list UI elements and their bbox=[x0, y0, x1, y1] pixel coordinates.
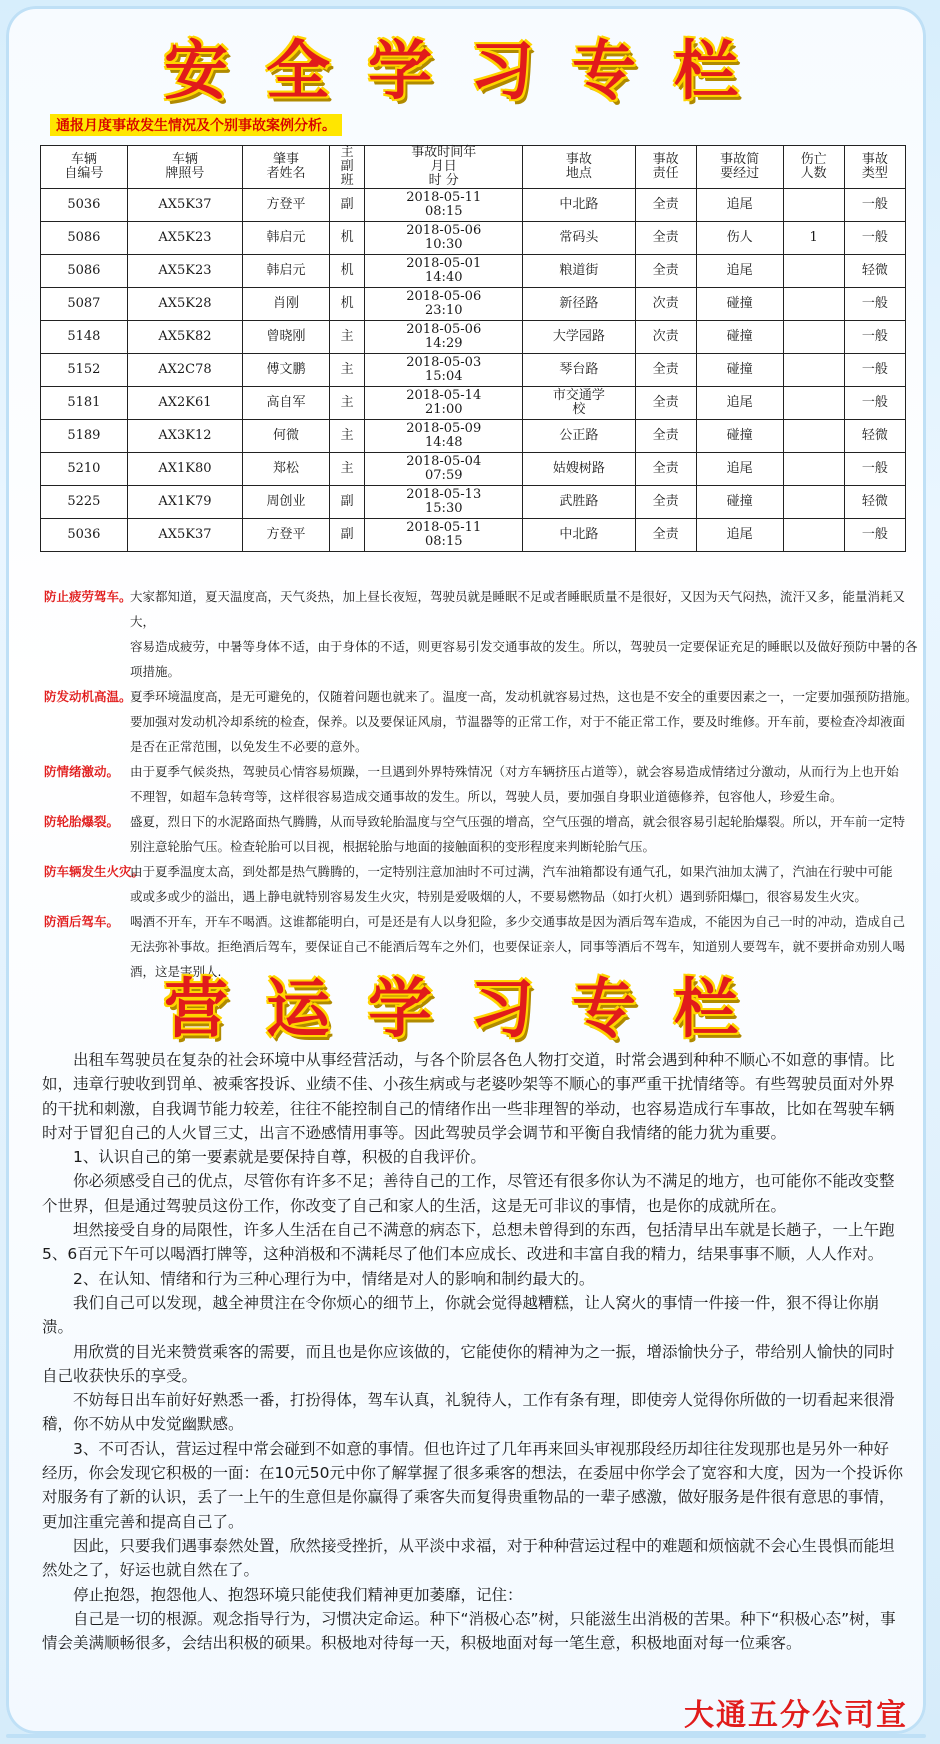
table-cell: 次责 bbox=[635, 321, 696, 354]
table-cell: 轻微 bbox=[844, 486, 905, 519]
table-row bbox=[41, 519, 906, 552]
safety-tip-text: 无法弥补事故。拒绝酒后驾车，要保证自己不能酒后驾车之外们，也要保证亲人，同事等酒后不驾车，知道别人要驾车，就不要拼命劝别人喝 bbox=[130, 939, 906, 954]
article-paragraph: 1、认识自己的第一要素就是要保持自尊，积极的自我评价。 bbox=[73, 1148, 486, 1167]
table-cell: AX1K79 bbox=[127, 486, 242, 519]
table-row bbox=[41, 222, 906, 255]
table-header-cell: 车辆 牌照号 bbox=[127, 146, 242, 189]
table-header-cell: 主 副 班 bbox=[329, 146, 365, 189]
table-cell bbox=[783, 453, 844, 486]
table-cell: 2018-05-11 08:15 bbox=[365, 519, 523, 552]
table-cell: 5225 bbox=[41, 486, 128, 519]
table-cell: AX5K82 bbox=[127, 321, 242, 354]
table-cell: 姑嫂树路 bbox=[523, 453, 635, 486]
table-header-cell: 肇事 者姓名 bbox=[243, 146, 330, 189]
safety-tip-indent bbox=[44, 734, 130, 759]
safety-tip-line bbox=[44, 634, 920, 659]
table-row bbox=[41, 255, 906, 288]
safety-tip-line bbox=[44, 734, 920, 759]
safety-tip-indent bbox=[44, 709, 130, 734]
table-cell: 中北路 bbox=[523, 189, 635, 222]
table-cell: 全责 bbox=[635, 486, 696, 519]
table-cell: 1 bbox=[783, 222, 844, 255]
company-signature: 大通五分公司宣 bbox=[684, 1698, 908, 1733]
table-cell: 追尾 bbox=[696, 519, 783, 552]
table-cell: 郑松 bbox=[243, 453, 330, 486]
table-header-cell: 伤亡 人数 bbox=[783, 146, 844, 189]
table-cell: AX5K37 bbox=[127, 519, 242, 552]
table-cell: 韩启元 bbox=[243, 255, 330, 288]
article-paragraph: 因此，只要我们遇事泰然处置，欣然接受挫折，从平淡中求福，对于种种营运过程中的难题和烦恼就不会心生畏惧而能坦然处之了，好运也就自然在了。 bbox=[42, 1536, 895, 1580]
article-paragraph: 3、不可否认，营运过程中常会碰到不如意的事情。但也许过了几年再来回头审视那段经历却往往发现那也是另外一种好经历，你会发现它积极的一面：在10元50元中你了解掌握了很多乘客的想法，在委屈中你学会了宽容和大度，因为一个投诉你对服务有了新的认识，丢了一上午的生意但是你赢得了乘客失而复得贵重物品的一辈子感激，做好服务是件很有意思的事情，更加注重完善和提高自己了。 bbox=[42, 1439, 903, 1531]
table-cell: 2018-05-04 07:59 bbox=[365, 453, 523, 486]
table-cell: AX5K28 bbox=[127, 288, 242, 321]
table-cell: 一般 bbox=[844, 519, 905, 552]
table-cell: 韩启元 bbox=[243, 222, 330, 255]
safety-tip-text: 不理智，如超车急转弯等，这样很容易造成交通事故的发生。所以，驾驶人员，要加强自身职业道德修养，包容他人，珍爱生命。 bbox=[130, 789, 843, 804]
table-cell: AX2K61 bbox=[127, 387, 242, 420]
bottom-border bbox=[6, 1734, 926, 1738]
safety-tip-text: 大家都知道，夏天温度高，天气炎热，加上昼长夜短，驾驶员就是睡眠不足或者睡眠质量不是很好，又因为天气闷热，流汗又多，能量消耗又大， bbox=[130, 589, 906, 629]
table-row bbox=[41, 288, 906, 321]
table-cell: 主 bbox=[329, 354, 365, 387]
table-cell bbox=[783, 321, 844, 354]
table-cell: 碰撞 bbox=[696, 420, 783, 453]
table-cell: 市交通学 校 bbox=[523, 387, 635, 420]
table-cell: 5148 bbox=[41, 321, 128, 354]
safety-tip-line bbox=[44, 659, 920, 684]
table-cell: 傅文鹏 bbox=[243, 354, 330, 387]
safety-tip-indent bbox=[44, 659, 130, 684]
table-cell: 主 bbox=[329, 387, 365, 420]
safety-tip-indent bbox=[44, 934, 130, 959]
table-cell: 全责 bbox=[635, 387, 696, 420]
table-cell: 一般 bbox=[844, 387, 905, 420]
safety-tip-text: 别注意轮胎气压。检查轮胎可以目视，根据轮胎与地面的接触面积的变形程度来判断轮胎气压。 bbox=[130, 839, 656, 854]
safety-tip-text: 是否在正常范围，以免发生不必要的意外。 bbox=[130, 739, 368, 754]
table-cell: 一般 bbox=[844, 321, 905, 354]
safety-tip-heading: 防酒后驾车。 bbox=[44, 914, 120, 929]
table-cell: 主 bbox=[329, 321, 365, 354]
safety-tip-text: 喝酒不开车，开车不喝酒。这谁都能明白，可是还是有人以身犯险，多少交通事故是因为酒后驾车造成，不能因为自己一时的冲动，造成自己 bbox=[130, 914, 906, 929]
table-cell bbox=[783, 288, 844, 321]
table-cell: 全责 bbox=[635, 354, 696, 387]
table-row bbox=[41, 354, 906, 387]
table-cell: 轻微 bbox=[844, 255, 905, 288]
table-cell: 公正路 bbox=[523, 420, 635, 453]
table-cell: 琴台路 bbox=[523, 354, 635, 387]
table-cell: 2018-05-03 15:04 bbox=[365, 354, 523, 387]
table-cell bbox=[783, 255, 844, 288]
table-cell: 碰撞 bbox=[696, 321, 783, 354]
safety-banner-title: 安全学习专栏 bbox=[164, 35, 776, 109]
safety-tip-line bbox=[44, 934, 920, 959]
table-cell: 碰撞 bbox=[696, 288, 783, 321]
safety-tip-line bbox=[44, 809, 920, 834]
table-cell: 5086 bbox=[41, 255, 128, 288]
table-cell: AX5K23 bbox=[127, 255, 242, 288]
operations-article bbox=[42, 1048, 904, 1655]
table-cell: 全责 bbox=[635, 189, 696, 222]
safety-tips bbox=[44, 584, 920, 984]
table-cell: 5036 bbox=[41, 519, 128, 552]
table-cell: 何微 bbox=[243, 420, 330, 453]
safety-tip-heading: 防情绪激动。 bbox=[44, 764, 120, 779]
table-cell: 5181 bbox=[41, 387, 128, 420]
table-cell: 轻微 bbox=[844, 420, 905, 453]
article-paragraph: 我们自己可以发现，越全神贯注在令你烦心的细节上，你就会觉得越糟糕，让人窝火的事情一件接一件，狠不得让你崩溃。 bbox=[42, 1293, 880, 1337]
table-cell: 一般 bbox=[844, 189, 905, 222]
table-cell: 曾晓刚 bbox=[243, 321, 330, 354]
safety-tip-indent bbox=[44, 834, 130, 859]
table-cell: 一般 bbox=[844, 453, 905, 486]
safety-tip-line bbox=[44, 684, 920, 709]
table-cell: 武胜路 bbox=[523, 486, 635, 519]
table-cell: AX5K37 bbox=[127, 189, 242, 222]
table-header-cell: 车辆 自编号 bbox=[41, 146, 128, 189]
table-cell bbox=[783, 486, 844, 519]
table-cell: 2018-05-11 08:15 bbox=[365, 189, 523, 222]
safety-tip-line bbox=[44, 759, 920, 784]
table-cell: 2018-05-14 21:00 bbox=[365, 387, 523, 420]
safety-tip-line bbox=[44, 584, 920, 634]
safety-tip-indent bbox=[44, 884, 130, 909]
table-cell: 副 bbox=[329, 486, 365, 519]
safety-tip-text: 由于夏季气候炎热，驾驶员心情容易烦躁，一旦遇到外界特殊情况（对方车辆挤压占道等），就会容易造成情绪过分激动，从而行为上也开始 bbox=[130, 764, 899, 779]
article-paragraph: 坦然接受自身的局限性，许多人生活在自己不满意的病态下，总想未曾得到的东西，包括清早出车就是长趟子，一上午跑5、6百元下午可以喝酒打牌等，这种消极和不满耗尽了他们本应成长、改进和丰富自我的精力，结果事事不顺，人人作对。 bbox=[42, 1221, 895, 1264]
table-row bbox=[41, 486, 906, 519]
table-cell: AX2C78 bbox=[127, 354, 242, 387]
table-cell: 方登平 bbox=[243, 519, 330, 552]
table-cell: 5086 bbox=[41, 222, 128, 255]
accident-table bbox=[40, 145, 906, 552]
table-cell: 全责 bbox=[635, 222, 696, 255]
safety-tip-line bbox=[44, 784, 920, 809]
table-cell: 5152 bbox=[41, 354, 128, 387]
table-cell: 主 bbox=[329, 453, 365, 486]
table-cell: 大学园路 bbox=[523, 321, 635, 354]
safety-tip-line bbox=[44, 859, 920, 884]
safety-tip-text: 盛夏，烈日下的水泥路面热气腾腾，从而导致轮胎温度与空气压强的增高，空气压强的增高，就会很容易引起轮胎爆裂。所以，开车前一定特 bbox=[130, 814, 906, 829]
table-cell: 机 bbox=[329, 255, 365, 288]
table-cell: AX5K23 bbox=[127, 222, 242, 255]
table-cell: 副 bbox=[329, 519, 365, 552]
table-cell: 2018-05-01 14:40 bbox=[365, 255, 523, 288]
table-body bbox=[41, 189, 906, 552]
table-row bbox=[41, 189, 906, 222]
table-cell bbox=[783, 519, 844, 552]
table-cell: 粮道街 bbox=[523, 255, 635, 288]
table-cell: 次责 bbox=[635, 288, 696, 321]
article-paragraph: 停止抱怨，抱怨他人、抱怨环境只能使我们精神更加萎靡，记住： bbox=[73, 1585, 523, 1604]
table-cell: 全责 bbox=[635, 420, 696, 453]
table-header-cell: 事故时间年 月日 时 分 bbox=[365, 146, 523, 189]
article-paragraph: 用欣赏的目光来赞赏乘客的需要，而且也是你应该做的，它能使你的精神为之一振，增添愉快分子，带给别人愉快的同时自己收获快乐的享受。 bbox=[42, 1342, 895, 1385]
safety-tip-line bbox=[44, 884, 920, 909]
table-cell: 5210 bbox=[41, 453, 128, 486]
safety-tip-heading: 防止疲劳驾车。 bbox=[44, 589, 132, 604]
table-cell: 5036 bbox=[41, 189, 128, 222]
table-cell: 碰撞 bbox=[696, 354, 783, 387]
safety-tip-text: 项措施。 bbox=[130, 664, 181, 679]
table-cell: 周创业 bbox=[243, 486, 330, 519]
table-cell bbox=[783, 420, 844, 453]
table-row bbox=[41, 321, 906, 354]
table-cell: 一般 bbox=[844, 288, 905, 321]
operations-banner-title: 营运学习专栏 bbox=[164, 973, 776, 1047]
safety-tip-indent bbox=[44, 634, 130, 659]
safety-tip-text: 要加强对发动机冷却系统的检查，保养。以及要保证风扇，节温器等的正常工作，对于不能正常工作，要及时维修。开车前，要检查冷却液面 bbox=[130, 714, 906, 729]
report-subtitle: 通报月度事故发生情况及个别事故案例分析。 bbox=[50, 114, 342, 136]
table-cell: AX1K80 bbox=[127, 453, 242, 486]
table-header-cell: 事故 类型 bbox=[844, 146, 905, 189]
table-cell: 2018-05-09 14:48 bbox=[365, 420, 523, 453]
table-cell: 新径路 bbox=[523, 288, 635, 321]
article-paragraph: 不妨每日出车前好好熟悉一番，打扮得体，驾车认真，礼貌待人，工作有条有理，即使旁人觉得你所做的一切看起来很滑稽，你不妨从中发觉幽默感。 bbox=[42, 1391, 895, 1434]
safety-tip-text: 酒，这是害别人. bbox=[130, 964, 222, 979]
table-cell: 全责 bbox=[635, 255, 696, 288]
table-cell: 常码头 bbox=[523, 222, 635, 255]
table-cell: 全责 bbox=[635, 519, 696, 552]
safety-tip-heading: 防车辆发生火灾。 bbox=[44, 864, 145, 879]
table-cell: 5087 bbox=[41, 288, 128, 321]
article-paragraph: 2、在认知、情绪和行为三种心理行为中，情绪是对人的影响和制约最大的。 bbox=[73, 1269, 595, 1288]
table-cell: 追尾 bbox=[696, 255, 783, 288]
table-cell: 追尾 bbox=[696, 189, 783, 222]
table-cell: 碰撞 bbox=[696, 486, 783, 519]
table-cell: 2018-05-06 14:29 bbox=[365, 321, 523, 354]
table-cell: AX3K12 bbox=[127, 420, 242, 453]
table-cell bbox=[783, 387, 844, 420]
table-cell: 机 bbox=[329, 288, 365, 321]
table-cell: 肖刚 bbox=[243, 288, 330, 321]
table-cell: 追尾 bbox=[696, 453, 783, 486]
safety-tip-text: 由于夏季温度太高，到处都是热气腾腾的，一定特别注意加油时不可过满，汽车油箱都设有通气孔，如果汽油加太满了，汽油在行驶中可能 bbox=[130, 864, 893, 879]
table-cell: 全责 bbox=[635, 453, 696, 486]
table-cell: 一般 bbox=[844, 354, 905, 387]
safety-tip-text: 夏季环境温度高，是无可避免的，仅随着问题也就来了。温度一高，发动机就容易过热，这也是不安全的重要因素之一，一定要加强预防措施。 bbox=[130, 689, 918, 704]
table-cell: 方登平 bbox=[243, 189, 330, 222]
table-header-row bbox=[41, 146, 906, 189]
table-cell: 2018-05-06 10:30 bbox=[365, 222, 523, 255]
article-paragraph: 自己是一切的根源。观念指导行为，习惯决定命运。种下“消极心态”树，只能滋生出消极的苦果。种下“积极心态”树，事情会美满顺畅很多，会结出积极的硕果。积极地对待每一天，积极地面对每一笔生意，积极地面对每一位乘客。 bbox=[42, 1609, 896, 1653]
safety-tip-text: 容易造成疲劳，中暑等身体不适，由于身体的不适，则更容易引发交通事故的发生。所以，驾驶员一定要保证充足的睡眠以及做好预防中暑的各 bbox=[130, 639, 918, 654]
safety-tip-heading: 防轮胎爆裂。 bbox=[44, 814, 120, 829]
table-cell: 2018-05-13 15:30 bbox=[365, 486, 523, 519]
table-header-cell: 事故简 要经过 bbox=[696, 146, 783, 189]
safety-tip-line bbox=[44, 909, 920, 934]
table-cell bbox=[783, 354, 844, 387]
table-cell: 中北路 bbox=[523, 519, 635, 552]
safety-tip-heading: 防发动机高温。 bbox=[44, 689, 132, 704]
safety-tip-line bbox=[44, 834, 920, 859]
table-cell: 副 bbox=[329, 189, 365, 222]
table-cell: 高自军 bbox=[243, 387, 330, 420]
table-cell: 一般 bbox=[844, 222, 905, 255]
table-cell bbox=[783, 189, 844, 222]
article-paragraph: 你必须感受自己的优点，尽管你有许多不足；善待自己的工作，尽管还有很多你认为不满足的地方，也可能你不能改变整个世界，但是通过驾驶员这份工作，你改变了自己和家人的生活，这是无可非议的事情，也是你的成就所在。 bbox=[42, 1172, 895, 1215]
table-row bbox=[41, 453, 906, 486]
table-cell: 追尾 bbox=[696, 387, 783, 420]
table-cell: 伤人 bbox=[696, 222, 783, 255]
safety-tip-indent bbox=[44, 784, 130, 809]
safety-tip-text: 或或多或少的溢出，遇上静电就特别容易发生火灾，特别是爱吸烟的人，不要易燃物品（如打火机）遇到骄阳爆□，很容易发生火灾。 bbox=[130, 889, 867, 904]
table-cell: 机 bbox=[329, 222, 365, 255]
table-cell: 主 bbox=[329, 420, 365, 453]
article-paragraph: 出租车驾驶员在复杂的社会环境中从事经营活动，与各个阶层各色人物打交道，时常会遇到种种不顺心不如意的事情。比如，违章行驶收到罚单、被乘客投诉、业绩不佳、小孩生病或与老婆吵架等不顺心的事严重干扰情绪等。有些驾驶员面对外界的干扰和刺激，自我调节能力较差，往往不能控制自己的情绪作出一些非理智的举动，也容易造成行车事故，比如在驾驶车辆时对于冒犯自己的人火冒三丈，出言不逊感情用事等。因此驾驶员学会调节和平衡自我情绪的能力犹为重要。 bbox=[42, 1051, 895, 1142]
table-cell: 5189 bbox=[41, 420, 128, 453]
table-row bbox=[41, 420, 906, 453]
safety-tip-line bbox=[44, 709, 920, 734]
table-header-cell: 事故 责任 bbox=[635, 146, 696, 189]
table-cell: 2018-05-06 23:10 bbox=[365, 288, 523, 321]
table-row bbox=[41, 387, 906, 420]
table-header-cell: 事故 地点 bbox=[523, 146, 635, 189]
